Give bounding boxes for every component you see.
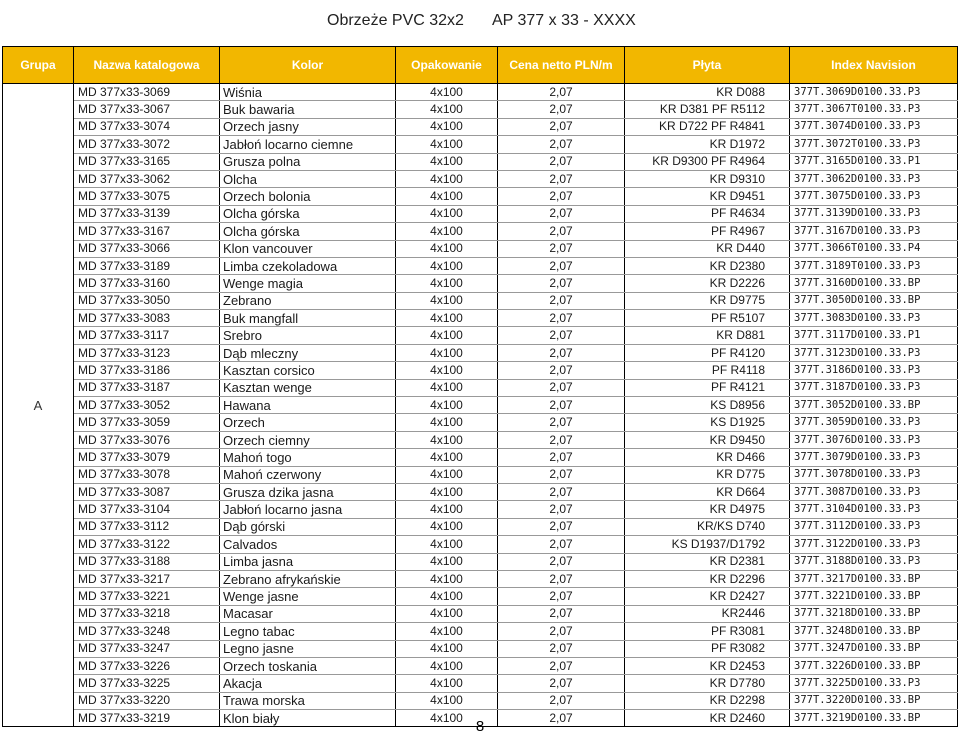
color-name-cell: Akacja	[220, 675, 396, 692]
board-code-cell: PF R3082	[625, 640, 790, 657]
color-name-cell: Macasar	[220, 605, 396, 622]
table-row	[3, 605, 958, 622]
board-code-cell: KR D2453	[625, 657, 790, 674]
table-row	[3, 675, 958, 692]
packaging-cell: 4x100	[396, 136, 498, 153]
board-code-cell: KR D4975	[625, 501, 790, 518]
catalog-name-cell: MD 377x33-3221	[74, 588, 220, 605]
packaging-cell: 4x100	[396, 570, 498, 587]
net-price-cell: 2,07	[498, 518, 625, 535]
navision-index-cell: 377T.3052D0100.33.BP	[790, 397, 958, 414]
color-name-cell: Limba czekoladowa	[220, 257, 396, 274]
navision-index-cell: 377T.3050D0100.33.BP	[790, 292, 958, 309]
catalog-name-cell: MD 377x33-3067	[74, 101, 220, 118]
packaging-cell: 4x100	[396, 466, 498, 483]
board-code-cell: KR D2381	[625, 553, 790, 570]
catalog-name-cell: MD 377x33-3186	[74, 362, 220, 379]
board-code-cell: KR D440	[625, 240, 790, 257]
navision-index-cell: 377T.3074D0100.33.P3	[790, 118, 958, 135]
net-price-cell: 2,07	[498, 101, 625, 118]
board-code-cell: KR D9451	[625, 188, 790, 205]
board-code-cell: PF R4967	[625, 223, 790, 240]
packaging-cell: 4x100	[396, 84, 498, 101]
navision-index-cell: 377T.3188D0100.33.P3	[790, 553, 958, 570]
table-row	[3, 466, 958, 483]
color-name-cell: Trawa morska	[220, 692, 396, 709]
color-name-cell: Limba jasna	[220, 553, 396, 570]
color-name-cell: Jabłoń locarno ciemne	[220, 136, 396, 153]
navision-index-cell: 377T.3066T0100.33.P4	[790, 240, 958, 257]
navision-index-cell: 377T.3247D0100.33.BP	[790, 640, 958, 657]
col-header-cena: Cena netto PLN/m	[498, 47, 625, 84]
navision-index-cell: 377T.3226D0100.33.BP	[790, 657, 958, 674]
catalog-name-cell: MD 377x33-3160	[74, 275, 220, 292]
catalog-name-cell: MD 377x33-3074	[74, 118, 220, 135]
navision-index-cell: 377T.3189T0100.33.P3	[790, 257, 958, 274]
packaging-cell: 4x100	[396, 118, 498, 135]
table-row	[3, 310, 958, 327]
navision-index-cell: 377T.3078D0100.33.P3	[790, 466, 958, 483]
catalog-name-cell: MD 377x33-3062	[74, 170, 220, 187]
table-row	[3, 118, 958, 135]
net-price-cell: 2,07	[498, 257, 625, 274]
color-name-cell: Grusza polna	[220, 153, 396, 170]
board-code-cell: KR D881	[625, 327, 790, 344]
net-price-cell: 2,07	[498, 414, 625, 431]
color-name-cell: Buk mangfall	[220, 310, 396, 327]
packaging-cell: 4x100	[396, 257, 498, 274]
color-name-cell: Olcha	[220, 170, 396, 187]
board-code-cell: KR D381 PF R5112	[625, 101, 790, 118]
packaging-cell: 4x100	[396, 379, 498, 396]
catalog-name-cell: MD 377x33-3066	[74, 240, 220, 257]
catalog-name-cell: MD 377x33-3218	[74, 605, 220, 622]
packaging-cell: 4x100	[396, 310, 498, 327]
net-price-cell: 2,07	[498, 344, 625, 361]
table-row	[3, 536, 958, 553]
net-price-cell: 2,07	[498, 205, 625, 222]
col-header-kolor: Kolor	[220, 47, 396, 84]
color-name-cell: Olcha górska	[220, 223, 396, 240]
packaging-cell: 4x100	[396, 605, 498, 622]
net-price-cell: 2,07	[498, 588, 625, 605]
board-code-cell: KS D8956	[625, 397, 790, 414]
color-name-cell: Srebro	[220, 327, 396, 344]
table-row	[3, 257, 958, 274]
price-table	[2, 46, 958, 727]
net-price-cell: 2,07	[498, 657, 625, 674]
packaging-cell: 4x100	[396, 292, 498, 309]
net-price-cell: 2,07	[498, 692, 625, 709]
net-price-cell: 2,07	[498, 640, 625, 657]
net-price-cell: 2,07	[498, 431, 625, 448]
color-name-cell: Dąb górski	[220, 518, 396, 535]
packaging-cell: 4x100	[396, 449, 498, 466]
table-row	[3, 553, 958, 570]
catalog-name-cell: MD 377x33-3247	[74, 640, 220, 657]
catalog-name-cell: MD 377x33-3187	[74, 379, 220, 396]
color-name-cell: Wiśnia	[220, 84, 396, 101]
net-price-cell: 2,07	[498, 536, 625, 553]
table-row	[3, 692, 958, 709]
net-price-cell: 2,07	[498, 397, 625, 414]
navision-index-cell: 377T.3069D0100.33.P3	[790, 84, 958, 101]
table-row	[3, 84, 958, 101]
catalog-name-cell: MD 377x33-3165	[74, 153, 220, 170]
packaging-cell: 4x100	[396, 153, 498, 170]
color-name-cell: Mahoń czerwony	[220, 466, 396, 483]
product-code: AP 377 x 33 - XXXX	[492, 12, 636, 29]
board-code-cell: KR D664	[625, 483, 790, 500]
group-cell: A	[3, 84, 74, 727]
navision-index-cell: 377T.3076D0100.33.P3	[790, 431, 958, 448]
catalog-name-cell: MD 377x33-3188	[74, 553, 220, 570]
color-name-cell: Legno tabac	[220, 623, 396, 640]
table-row	[3, 414, 958, 431]
table-row	[3, 136, 958, 153]
catalog-name-cell: MD 377x33-3226	[74, 657, 220, 674]
color-name-cell: Wenge jasne	[220, 588, 396, 605]
packaging-cell: 4x100	[396, 414, 498, 431]
packaging-cell: 4x100	[396, 675, 498, 692]
table-header-row	[3, 47, 958, 84]
board-code-cell: KR D9300 PF R4964	[625, 153, 790, 170]
table-row	[3, 640, 958, 657]
navision-index-cell: 377T.3221D0100.33.BP	[790, 588, 958, 605]
packaging-cell: 4x100	[396, 483, 498, 500]
catalog-name-cell: MD 377x33-3059	[74, 414, 220, 431]
board-code-cell: KR D2226	[625, 275, 790, 292]
color-name-cell: Wenge magia	[220, 275, 396, 292]
table-body	[3, 84, 958, 727]
packaging-cell: 4x100	[396, 275, 498, 292]
navision-index-cell: 377T.3075D0100.33.P3	[790, 188, 958, 205]
table-row	[3, 275, 958, 292]
document-title: Obrzeże PVC 32x2	[327, 12, 464, 29]
table-row	[3, 379, 958, 396]
board-code-cell: KR D9310	[625, 170, 790, 187]
catalog-name-cell: MD 377x33-3104	[74, 501, 220, 518]
navision-index-cell: 377T.3219D0100.33.BP	[790, 710, 958, 727]
col-header-index: Index Navision	[790, 47, 958, 84]
catalog-name-cell: MD 377x33-3083	[74, 310, 220, 327]
table-row	[3, 570, 958, 587]
net-price-cell: 2,07	[498, 570, 625, 587]
packaging-cell: 4x100	[396, 518, 498, 535]
table-row	[3, 327, 958, 344]
color-name-cell: Orzech bolonia	[220, 188, 396, 205]
board-code-cell: PF R3081	[625, 623, 790, 640]
table-row	[3, 501, 958, 518]
catalog-name-cell: MD 377x33-3167	[74, 223, 220, 240]
board-code-cell: KR D466	[625, 449, 790, 466]
net-price-cell: 2,07	[498, 605, 625, 622]
packaging-cell: 4x100	[396, 657, 498, 674]
board-code-cell: KS D1925	[625, 414, 790, 431]
packaging-cell: 4x100	[396, 710, 498, 727]
color-name-cell: Dąb mleczny	[220, 344, 396, 361]
color-name-cell: Kasztan wenge	[220, 379, 396, 396]
net-price-cell: 2,07	[498, 675, 625, 692]
packaging-cell: 4x100	[396, 553, 498, 570]
table-row	[3, 362, 958, 379]
board-code-cell: KR D088	[625, 84, 790, 101]
navision-index-cell: 377T.3165D0100.33.P1	[790, 153, 958, 170]
board-code-cell: KR D2380	[625, 257, 790, 274]
net-price-cell: 2,07	[498, 223, 625, 240]
navision-index-cell: 377T.3186D0100.33.P3	[790, 362, 958, 379]
navision-index-cell: 377T.3123D0100.33.P3	[790, 344, 958, 361]
color-name-cell: Jabłoń locarno jasna	[220, 501, 396, 518]
table-row	[3, 170, 958, 187]
navision-index-cell: 377T.3220D0100.33.BP	[790, 692, 958, 709]
table-row	[3, 518, 958, 535]
packaging-cell: 4x100	[396, 536, 498, 553]
net-price-cell: 2,07	[498, 170, 625, 187]
net-price-cell: 2,07	[498, 84, 625, 101]
packaging-cell: 4x100	[396, 640, 498, 657]
packaging-cell: 4x100	[396, 188, 498, 205]
packaging-cell: 4x100	[396, 240, 498, 257]
navision-index-cell: 377T.3160D0100.33.BP	[790, 275, 958, 292]
board-code-cell: KR D7780	[625, 675, 790, 692]
table-row	[3, 483, 958, 500]
navision-index-cell: 377T.3117D0100.33.P1	[790, 327, 958, 344]
catalog-name-cell: MD 377x33-3248	[74, 623, 220, 640]
board-code-cell: KR D722 PF R4841	[625, 118, 790, 135]
navision-index-cell: 377T.3104D0100.33.P3	[790, 501, 958, 518]
col-header-plyta: Płyta	[625, 47, 790, 84]
packaging-cell: 4x100	[396, 223, 498, 240]
board-code-cell: KR D775	[625, 466, 790, 483]
catalog-name-cell: MD 377x33-3072	[74, 136, 220, 153]
table-row	[3, 153, 958, 170]
packaging-cell: 4x100	[396, 344, 498, 361]
net-price-cell: 2,07	[498, 188, 625, 205]
net-price-cell: 2,07	[498, 501, 625, 518]
net-price-cell: 2,07	[498, 710, 625, 727]
navision-index-cell: 377T.3112D0100.33.P3	[790, 518, 958, 535]
catalog-name-cell: MD 377x33-3052	[74, 397, 220, 414]
net-price-cell: 2,07	[498, 136, 625, 153]
color-name-cell: Orzech jasny	[220, 118, 396, 135]
board-code-cell: KR2446	[625, 605, 790, 622]
board-code-cell: KR D9450	[625, 431, 790, 448]
packaging-cell: 4x100	[396, 170, 498, 187]
catalog-name-cell: MD 377x33-3078	[74, 466, 220, 483]
navision-index-cell: 377T.3067T0100.33.P3	[790, 101, 958, 118]
navision-index-cell: 377T.3087D0100.33.P3	[790, 483, 958, 500]
catalog-name-cell: MD 377x33-3220	[74, 692, 220, 709]
net-price-cell: 2,07	[498, 449, 625, 466]
navision-index-cell: 377T.3187D0100.33.P3	[790, 379, 958, 396]
color-name-cell: Mahoń togo	[220, 449, 396, 466]
net-price-cell: 2,07	[498, 623, 625, 640]
board-code-cell: KR D2298	[625, 692, 790, 709]
table-row	[3, 397, 958, 414]
table-row	[3, 623, 958, 640]
color-name-cell: Zebrano afrykańskie	[220, 570, 396, 587]
packaging-cell: 4x100	[396, 101, 498, 118]
navision-index-cell: 377T.3218D0100.33.BP	[790, 605, 958, 622]
table-row	[3, 101, 958, 118]
table-row	[3, 657, 958, 674]
table-row	[3, 431, 958, 448]
table-row	[3, 240, 958, 257]
navision-index-cell: 377T.3225D0100.33.P3	[790, 675, 958, 692]
catalog-name-cell: MD 377x33-3079	[74, 449, 220, 466]
color-name-cell: Klon vancouver	[220, 240, 396, 257]
catalog-name-cell: MD 377x33-3112	[74, 518, 220, 535]
net-price-cell: 2,07	[498, 310, 625, 327]
catalog-name-cell: MD 377x33-3122	[74, 536, 220, 553]
navision-index-cell: 377T.3079D0100.33.P3	[790, 449, 958, 466]
packaging-cell: 4x100	[396, 205, 498, 222]
table-row	[3, 223, 958, 240]
net-price-cell: 2,07	[498, 240, 625, 257]
navision-index-cell: 377T.3217D0100.33.BP	[790, 570, 958, 587]
navision-index-cell: 377T.3248D0100.33.BP	[790, 623, 958, 640]
color-name-cell: Zebrano	[220, 292, 396, 309]
net-price-cell: 2,07	[498, 466, 625, 483]
color-name-cell: Kasztan corsico	[220, 362, 396, 379]
catalog-name-cell: MD 377x33-3189	[74, 257, 220, 274]
table-row	[3, 449, 958, 466]
packaging-cell: 4x100	[396, 431, 498, 448]
table-row	[3, 205, 958, 222]
color-name-cell: Buk bawaria	[220, 101, 396, 118]
net-price-cell: 2,07	[498, 118, 625, 135]
catalog-name-cell: MD 377x33-3069	[74, 84, 220, 101]
col-header-opakowanie: Opakowanie	[396, 47, 498, 84]
color-name-cell: Orzech ciemny	[220, 431, 396, 448]
navision-index-cell: 377T.3167D0100.33.P3	[790, 223, 958, 240]
net-price-cell: 2,07	[498, 553, 625, 570]
catalog-name-cell: MD 377x33-3076	[74, 431, 220, 448]
color-name-cell: Orzech toskania	[220, 657, 396, 674]
color-name-cell: Hawana	[220, 397, 396, 414]
board-code-cell: KR D2460	[625, 710, 790, 727]
color-name-cell: Calvados	[220, 536, 396, 553]
packaging-cell: 4x100	[396, 588, 498, 605]
navision-index-cell: 377T.3139D0100.33.P3	[790, 205, 958, 222]
board-code-cell: KS D1937/D1792	[625, 536, 790, 553]
net-price-cell: 2,07	[498, 275, 625, 292]
table-row	[3, 588, 958, 605]
board-code-cell: PF R4121	[625, 379, 790, 396]
color-name-cell: Klon biały	[220, 710, 396, 727]
catalog-name-cell: MD 377x33-3117	[74, 327, 220, 344]
packaging-cell: 4x100	[396, 692, 498, 709]
packaging-cell: 4x100	[396, 623, 498, 640]
board-code-cell: KR D1972	[625, 136, 790, 153]
board-code-cell: KR D2296	[625, 570, 790, 587]
board-code-cell: PF R4634	[625, 205, 790, 222]
catalog-name-cell: MD 377x33-3075	[74, 188, 220, 205]
catalog-name-cell: MD 377x33-3123	[74, 344, 220, 361]
catalog-name-cell: MD 377x33-3087	[74, 483, 220, 500]
table-row	[3, 344, 958, 361]
color-name-cell: Legno jasne	[220, 640, 396, 657]
page-number: 8	[475, 718, 485, 735]
board-code-cell: KR/KS D740	[625, 518, 790, 535]
col-header-nazwa: Nazwa katalogowa	[74, 47, 220, 84]
color-name-cell: Olcha górska	[220, 205, 396, 222]
packaging-cell: 4x100	[396, 397, 498, 414]
catalog-name-cell: MD 377x33-3219	[74, 710, 220, 727]
net-price-cell: 2,07	[498, 379, 625, 396]
packaging-cell: 4x100	[396, 362, 498, 379]
catalog-name-cell: MD 377x33-3050	[74, 292, 220, 309]
table-row	[3, 292, 958, 309]
col-header-grupa: Grupa	[3, 47, 74, 84]
navision-index-cell: 377T.3062D0100.33.P3	[790, 170, 958, 187]
page-header	[0, 0, 960, 46]
net-price-cell: 2,07	[498, 362, 625, 379]
packaging-cell: 4x100	[396, 501, 498, 518]
navision-index-cell: 377T.3072T0100.33.P3	[790, 136, 958, 153]
board-code-cell: KR D2427	[625, 588, 790, 605]
color-name-cell: Orzech	[220, 414, 396, 431]
board-code-cell: PF R4118	[625, 362, 790, 379]
navision-index-cell: 377T.3122D0100.33.P3	[790, 536, 958, 553]
net-price-cell: 2,07	[498, 327, 625, 344]
net-price-cell: 2,07	[498, 292, 625, 309]
net-price-cell: 2,07	[498, 483, 625, 500]
color-name-cell: Grusza dzika jasna	[220, 483, 396, 500]
navision-index-cell: 377T.3059D0100.33.P3	[790, 414, 958, 431]
packaging-cell: 4x100	[396, 327, 498, 344]
table-row	[3, 188, 958, 205]
net-price-cell: 2,07	[498, 153, 625, 170]
catalog-name-cell: MD 377x33-3225	[74, 675, 220, 692]
catalog-name-cell: MD 377x33-3217	[74, 570, 220, 587]
board-code-cell: PF R4120	[625, 344, 790, 361]
board-code-cell: KR D9775	[625, 292, 790, 309]
board-code-cell: PF R5107	[625, 310, 790, 327]
navision-index-cell: 377T.3083D0100.33.P3	[790, 310, 958, 327]
catalog-name-cell: MD 377x33-3139	[74, 205, 220, 222]
